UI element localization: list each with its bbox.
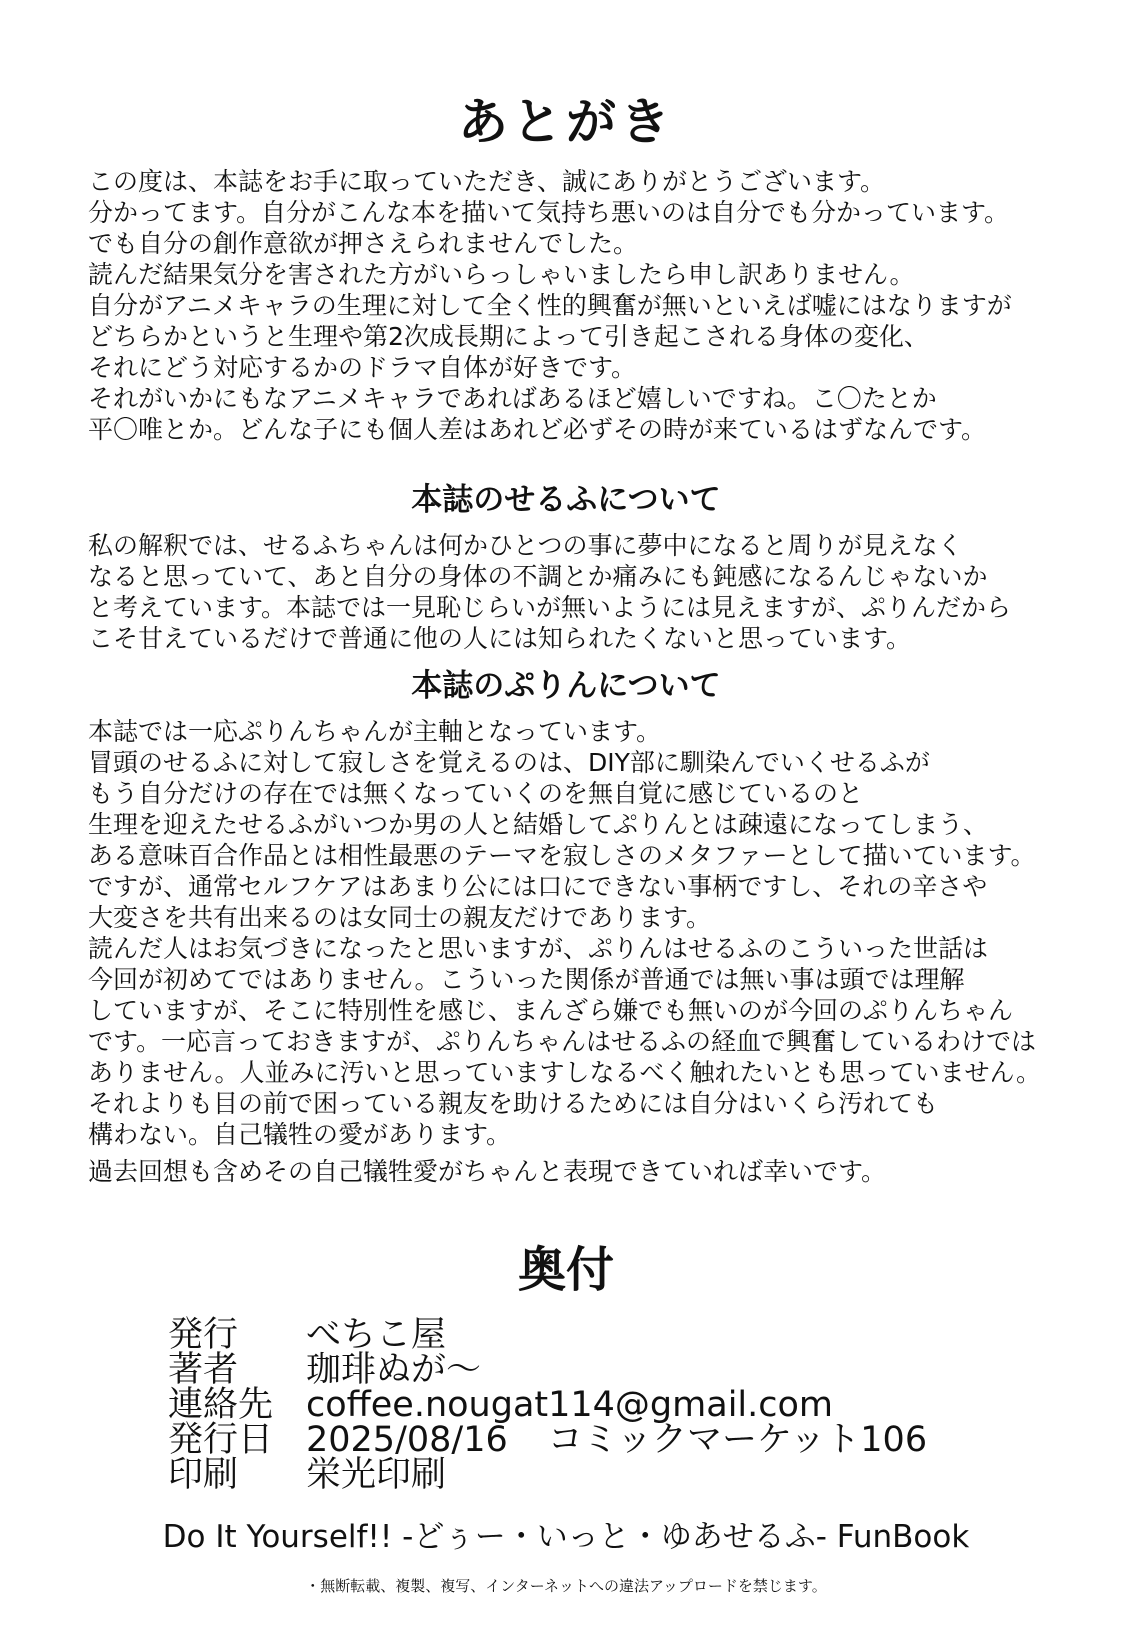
printer-value: 栄光印刷 [306, 1455, 447, 1495]
section-heading-purin: 本誌のぷりんについて [411, 668, 721, 704]
publisher-value: べちこ屋 [306, 1315, 447, 1355]
colophon-row-printer [168, 1455, 968, 1495]
text-line: この度は、本誌をお手に取っていただき、誠にありがとうございます。 [88, 167, 886, 196]
text-line: 読んだ人はお気づきになったと思いますが、ぷりんはせるふのこういった世話は [88, 934, 989, 963]
text-line: それにどう対応するかのドラマ自体が好きです。 [88, 353, 637, 382]
colophon-row-date [168, 1420, 968, 1460]
date-value [306, 1420, 928, 1460]
text-line: ですが、通常セルフケアはあまり公には口にできない事柄ですし、それの辛さや [88, 872, 988, 901]
text-line: もう自分だけの存在では無くなっていくのを無自覚に感じているのと [88, 779, 864, 808]
colophon-row-author [168, 1350, 968, 1390]
text-line: ありません。人並みに汚いと思っていますしなるべく触れたいとも思っていません。 [88, 1058, 1042, 1087]
text-line: 構わない。自己犠牲の愛があります。 [88, 1120, 512, 1149]
text-line: 平〇唯とか。どんな子にも個人差はあれど必ずその時が来ているはずなんです。 [88, 415, 987, 444]
text-line: なると思っていて、あと自分の身体の不調とか痛みにも鈍感になるんじゃないか [88, 562, 988, 591]
text-line: 生理を迎えたせるふがいつか男の人と結婚してぷりんとは疎遠になってしまう、 [88, 810, 989, 839]
book-title: Do It Yourself!! -どぅー・いっと・ゆあせるふ- FunBook [162, 1519, 970, 1555]
author-value: 珈琲ぬが～ [306, 1350, 482, 1390]
colophon-row-contact [168, 1385, 968, 1425]
text-line: 分かってます。自分がこんな本を描いて気持ち悪いのは自分でも分かっています。 [88, 198, 1010, 227]
printer-label: 印刷 [168, 1455, 239, 1495]
text-line: 過去回想も含めその自己犠牲愛がちゃんと表現できていれば幸いです。 [88, 1157, 887, 1186]
intro-paragraph [88, 166, 1098, 445]
author-label: 著者 [168, 1350, 239, 1390]
text-line: 読んだ結果気分を害された方がいらっしゃいましたら申し訳ありません。 [88, 260, 915, 289]
text-line: ある意味百合作品とは相性最悪のテーマを寂しさのメタファーとして描いています。 [88, 841, 1036, 870]
colophon-row-publisher [168, 1315, 968, 1355]
text-line: と考えています。本誌では一見恥じらいが無いようには見えますが、ぷりんだから [88, 593, 1012, 622]
text-line: それがいかにもなアニメキャラであればあるほど嬉しいですね。こ〇たとか [88, 384, 937, 413]
contact-email[interactable]: coffee.nougat114@gmail.com [306, 1385, 834, 1425]
text-line: 大変さを共有出来るのは女同士の親友だけであります。 [88, 903, 712, 932]
text-line: でも自分の創作意欲が押さえられませんでした。 [88, 229, 639, 258]
text-line: です。一応言っておきますが、ぷりんちゃんはせるふの経血で興奮しているわけでは [88, 1027, 1037, 1056]
date-label: 発行日 [168, 1420, 274, 1460]
section-purin-paragraph [88, 716, 1098, 1187]
publisher-label: 発行 [168, 1315, 239, 1355]
section-heading-selfu: 本誌のせるふについて [411, 482, 721, 518]
text-line: それよりも目の前で困っている親友を助けるためには自分はいくら汚れても [88, 1089, 939, 1118]
text-line: どちらかというと生理や第2次成長期によって引き起こされる身体の変化、 [88, 322, 929, 351]
section-selfu-paragraph [88, 530, 1098, 654]
text-line: こそ甘えているだけで普通に他の人には知られたくないと思っています。 [88, 624, 912, 653]
text-line: 今回が初めてではありません。こういった関係が普通では無い事は頭では理解 [88, 965, 965, 994]
page-title: あとがき [458, 93, 674, 151]
text-line: 私の解釈では、せるふちゃんは何かひとつの事に夢中になると周りが見えなく [88, 531, 963, 560]
text-line: 自分がアニメキャラの生理に対して全く性的興奮が無いといえば嘘にはなりますが [88, 291, 1012, 320]
contact-label: 連絡先 [168, 1385, 274, 1425]
text-line: 本誌では一応ぷりんちゃんが主軸となっています。 [88, 717, 662, 746]
copyright-notice: ・無断転載、複製、複写、インターネットへの違法アップロードを禁じます。 [305, 1577, 827, 1595]
colophon-title: 奥付 [517, 1242, 614, 1298]
event-name: コミックマーケット106 [547, 1420, 928, 1460]
publish-date: 2025/08/16 [306, 1420, 508, 1460]
text-line: していますが、そこに特別性を感じ、まんざら嫌でも無いのが今回のぷりんちゃん [88, 996, 1014, 1025]
text-line: 冒頭のせるふに対して寂しさを覚えるのは、DIY部に馴染んでいくせるふが [88, 748, 930, 777]
colophon-table [168, 1315, 968, 1495]
